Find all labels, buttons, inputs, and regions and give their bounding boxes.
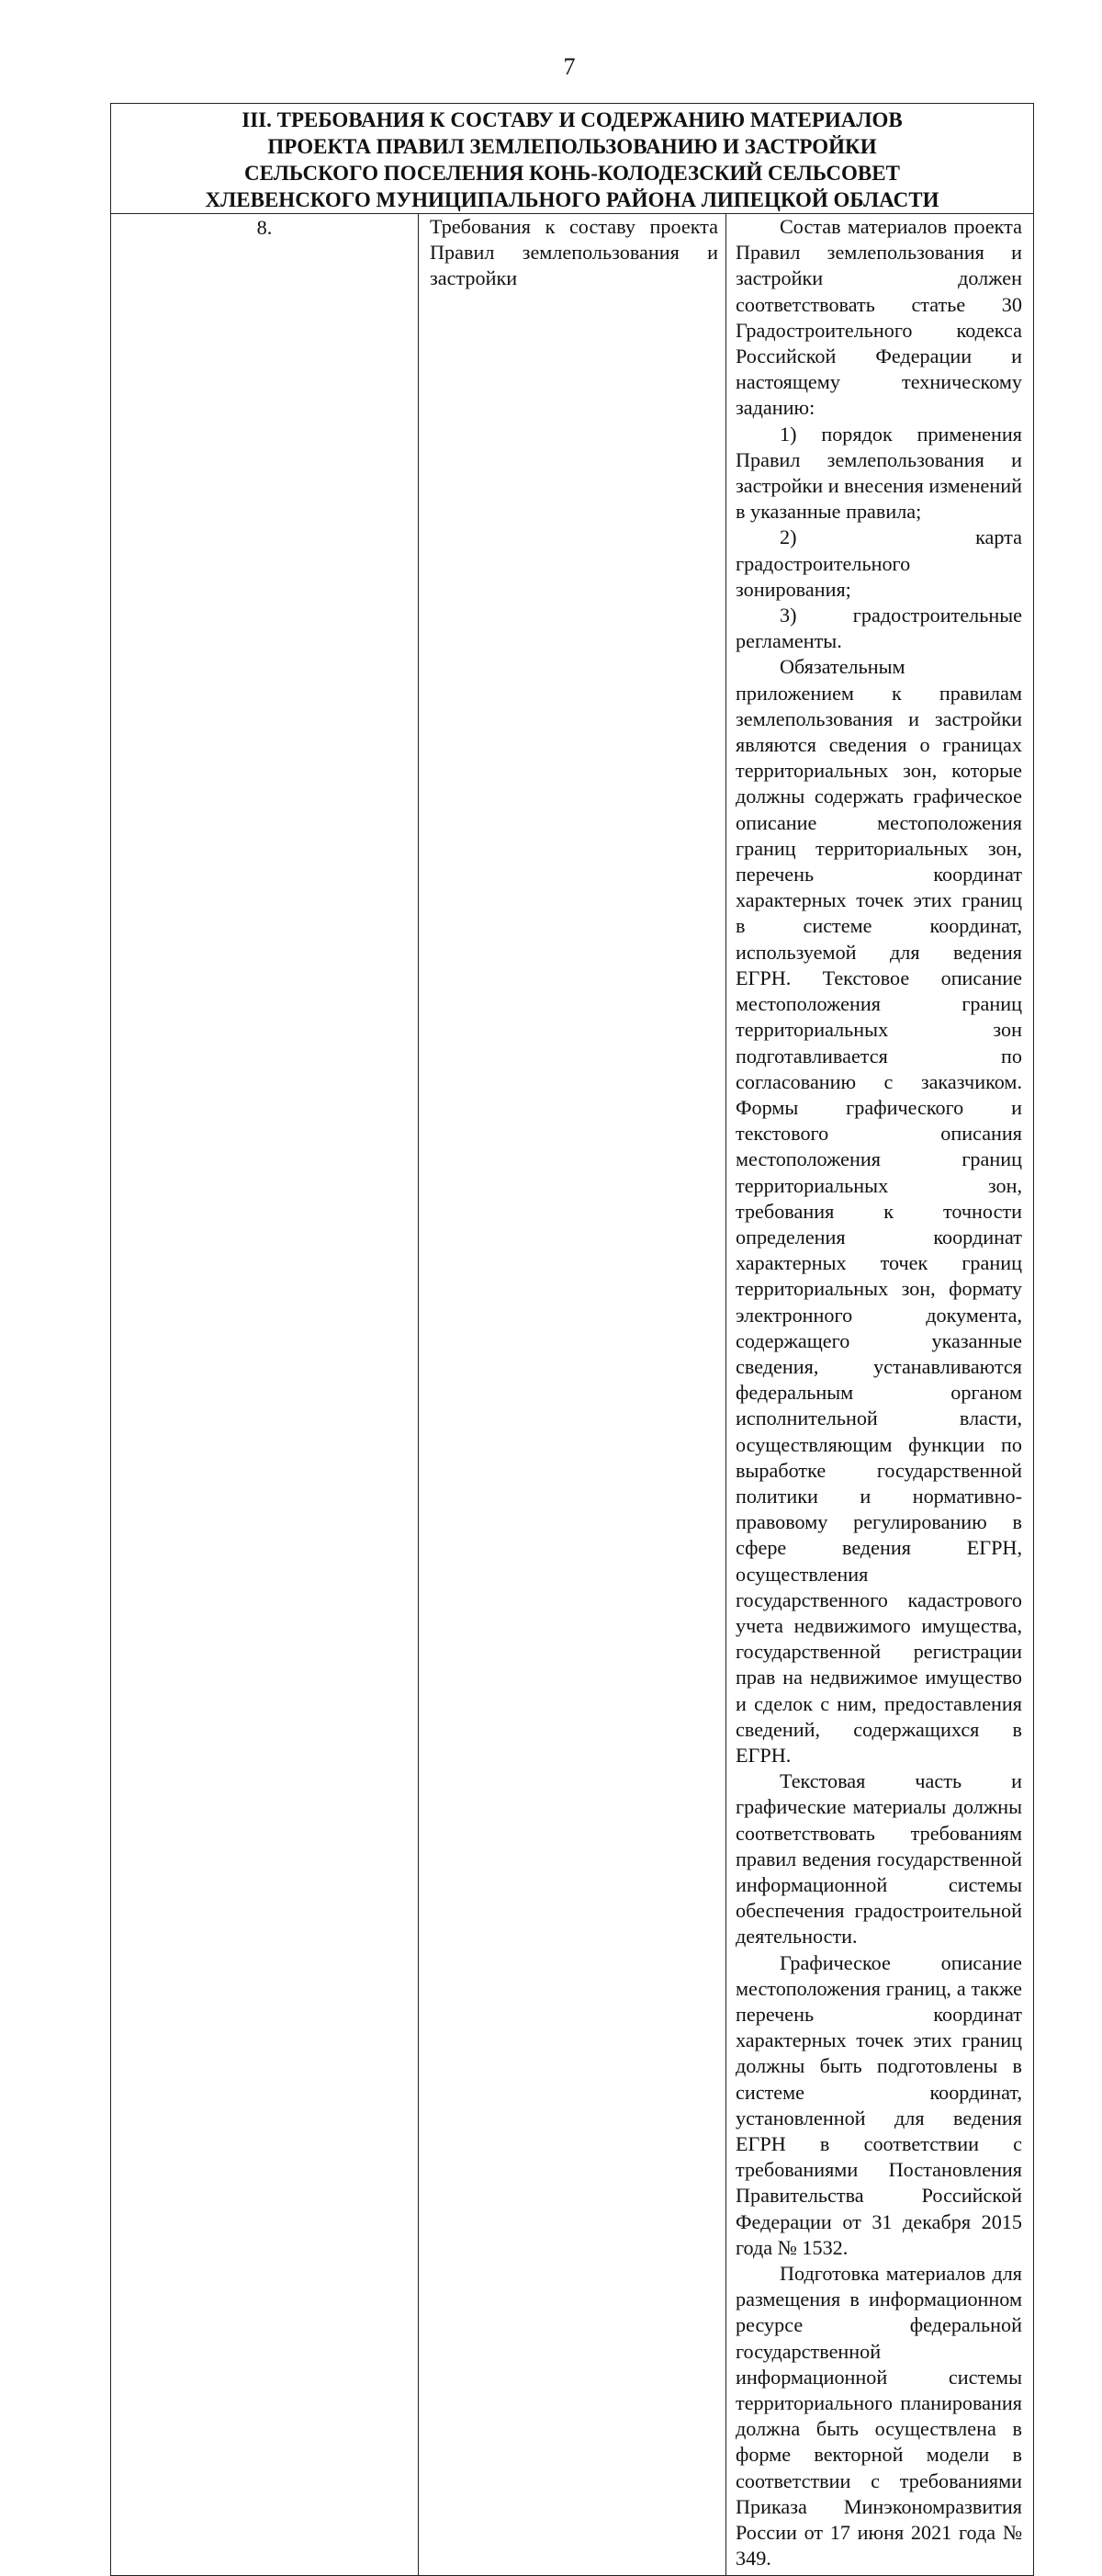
section-header-row bbox=[111, 104, 1034, 214]
content-paragraph: Подготовка материалов для размещения в информационном ресурсе федеральной государственной информационной системы территориального планирования должна быть осуществлена в форме векторной модели в соответствии с требованиями Приказа Минэкономразвития России от 17 июня 2021 года № 349. bbox=[736, 2262, 1022, 2570]
content-paragraph: Графическое описание местоположения границ, а также перечень координат характерных точек этих границ должны быть подготовлены в системе координат, установленной для ведения ЕГРН в соответствии с требованиями Постановления Правительства Российской Федерации от 31 декабря 2015 года № 1532. bbox=[736, 1950, 1022, 2259]
content-list-item: 1) порядок применения Правил землепользования и застройки и внесения изменений в указанные правила; bbox=[736, 422, 1022, 524]
row-title-cell bbox=[419, 214, 726, 2576]
row-number: 8. bbox=[256, 216, 273, 239]
section-title bbox=[111, 104, 1034, 214]
content-paragraph: Текстовая часть и графические материалы должны соответствовать требованиям правил ведения государственной информационной системы обеспечения градостроительной деятельности. bbox=[736, 1769, 1022, 1949]
section-title-line: III. ТРЕБОВАНИЯ К СОСТАВУ И СОДЕРЖАНИЮ МАТЕРИАЛОВ bbox=[242, 108, 903, 131]
row-content-cell bbox=[726, 214, 1034, 2576]
content-list-item: 3) градостроительные регламенты. bbox=[736, 604, 1022, 653]
section-title-line: ХЛЕВЕНСКОГО МУНИЦИПАЛЬНОГО РАЙОНА ЛИПЕЦКОЙ ОБЛАСТИ bbox=[205, 188, 939, 211]
content-list-item: 2) карта градостроительного зонирования; bbox=[736, 525, 1022, 601]
row-number-cell bbox=[111, 214, 419, 2576]
table-row bbox=[111, 214, 1034, 2576]
requirements-table bbox=[110, 103, 1034, 2576]
section-title-line: ПРОЕКТА ПРАВИЛ ЗЕМЛЕПОЛЬЗОВАНИЮ И ЗАСТРОЙКИ bbox=[267, 135, 877, 158]
section-title-line: СЕЛЬСКОГО ПОСЕЛЕНИЯ КОНЬ-КОЛОДЕЗСКИЙ СЕЛЬСОВЕТ bbox=[244, 162, 900, 185]
content-paragraph: Обязательным приложением к правилам землепользования и застройки являются сведения о границах территориальных зон, которые должны содержать графическое описание местоположения границ территориальных зон, перечень координат характерных точек этих границ в системе координат, используемой для ведения ЕГРН. Текстовое описание местоположения границ территориальных зон подготавливается по согласованию с заказчиком. Формы графического и текстового описания местоположения границ территориальных зон, требования к точности определения координат характерных точек границ территориальных зон, формату электронного документа, содержащего указанные сведения, устанавливаются федеральным органом исполнительной власти, осуществляющим функции по выработке государственной политики и нормативно-правовому регулированию в сфере ведения ЕГРН, осуществления государственного кадастрового учета недвижимого имущества, государственной регистрации прав на недвижимое имущество и сделок с ним, предоставления сведений, содержащихся в ЕГРН. bbox=[736, 655, 1022, 1767]
row-title: Требования к составу проекта Правил землепользования и застройки bbox=[430, 215, 718, 290]
content-paragraph: Состав материалов проекта Правил землепользования и застройки должен соответствовать статье 30 Градостроительного кодекса Российской Федерации и настоящему техническому заданию: bbox=[736, 215, 1022, 420]
page-number: 7 bbox=[563, 53, 576, 80]
